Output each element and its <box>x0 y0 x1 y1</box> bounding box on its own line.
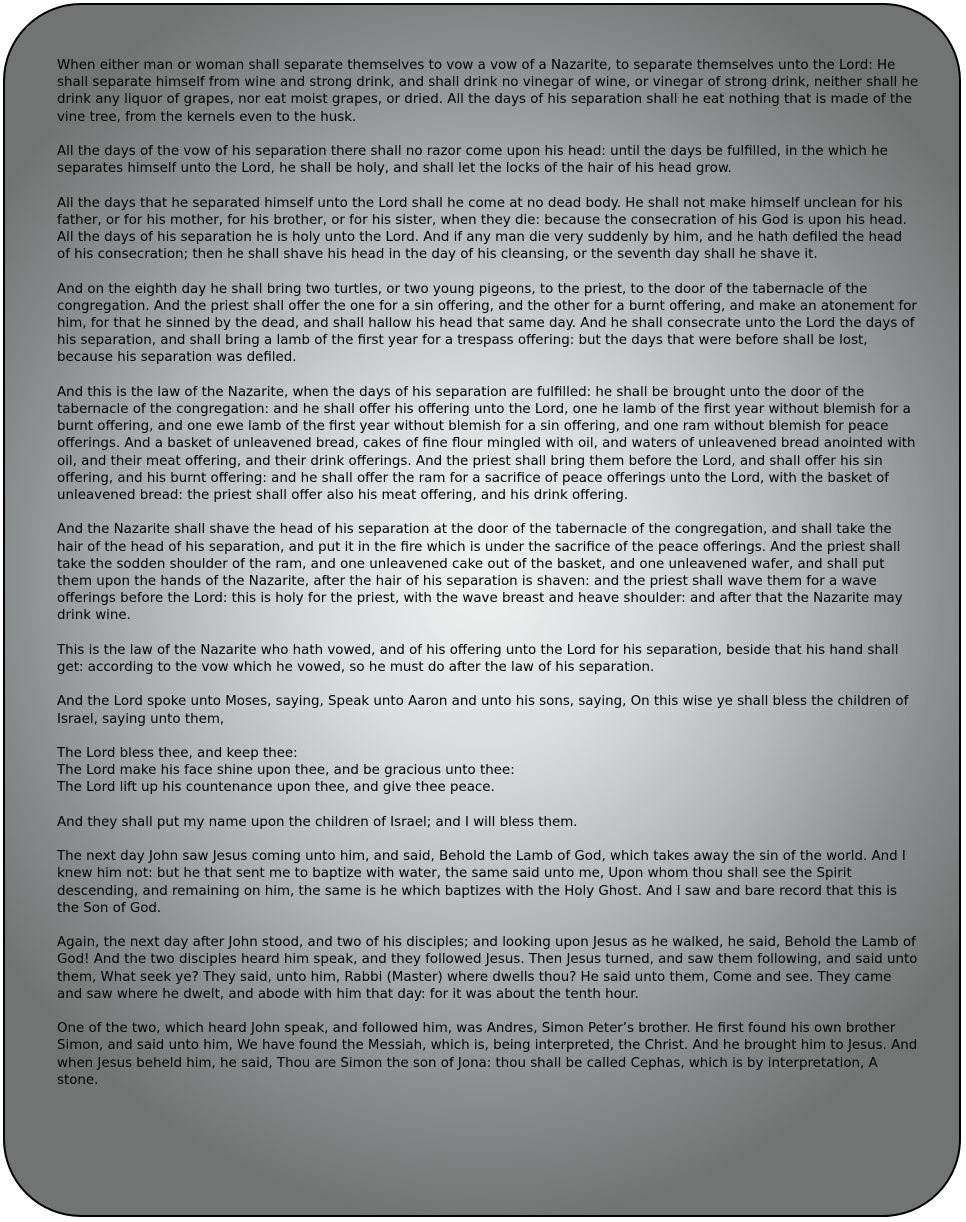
paragraph-law-vowed: This is the law of the Nazarite who hath vowed, and of his offering unto the Lord for his separation, beside that his hand shall get: according to the vow which he vowed, so he must do after the law of his separation. <box>57 642 899 676</box>
paragraph-shave-head: And the Nazarite shall shave the head of his separation at the door of the tabernacle of the congregation, and shall take the hair of the head of his separation, and put it in the fire which is under the sacrifice of the peace offerings. And the priest shall take the sodden shoulder of the ram, and one unleavened cake out of the basket, and one unleavened wafer, and shall put them upon the hands of the Nazarite, after the hair of his separation is shaven: and the priest shall wave them for a wave offerings before the Lord: this is holy for the priest, with the wave breast and heave shoulder: and after that the Nazarite may drink wine. <box>57 522 903 624</box>
paragraph-john-saw-jesus: The next day John saw Jesus coming unto him, and said, Behold the Lamb of God, which takes away the sin of the world. And I knew him not: but he that sent me to baptize with water, the same said unto me, Upon whom thou shall see the Spirit descending, and remaining on him, the same is he which baptizes with the Holy Ghost. And I saw and bare record that this is the Son of God. <box>57 849 906 916</box>
paragraph-next-day: Again, the next day after John stood, and two of his disciples; and looking upon Jesus as he walked, he said, Behold the Lamb of God! And the two disciples heard him speak, and they followed Jesus. Then Jesus turned, and saw them following, and said unto them, What seek ye? They said, unto him, Rabbi (Master) where dwells thou? He said unto them, Come and see. They came and saw where he dwelt, and abode with him that day: for it was about the tenth hour. <box>57 935 918 1002</box>
paragraph-lord-spoke: And the Lord spoke unto Moses, saying, Speak unto Aaron and unto his sons, saying, On this wise ye shall bless the children of Israel, saying unto them, <box>57 694 909 727</box>
paragraph-blessing: The Lord bless thee, and keep thee: The Lord make his face shine upon thee, and be gracious unto thee: The Lord lift up his countenance upon thee, and give thee peace. <box>57 746 515 796</box>
paragraph-law-of-nazarite: And this is the law of the Nazarite, when the days of his separation are fulfilled: he shall be brought unto the door of the tabernacle of the congregation: and he shall offer his offering unto the Lord, one he lamb of the first year without blemish for a burnt offering, and one ewe lamb of the first year without blemish for a sin offering, and one ram without blemish for peace offerings. And a basket of unleavened bread, cakes of fine flour mingled with oil, and waters of unleavened bread anointed with oil, and their meat offering, and their drink offerings. And the priest shall bring them before the Lord, and shall offer his sin offering, and his burnt offering: and he shall offer the ram for a sacrifice of peace offerings unto the Lord, with the basket of unleavened bread: the priest shall offer also his meat offering, and his drink offering. <box>57 384 916 504</box>
paragraph-eighth-day: And on the eighth day he shall bring two turtles, or two young pigeons, to the priest, to the door of the tabernacle of the congregation. And the priest shall offer the one for a sin offering, and the other for a burnt offering, and make an atonement for him, for that he sinned by the dead, and shall hallow his head that same day. And he shall consecrate unto the Lord the days of his separation, and shall bring a lamb of the first year for a trespass offering: but the days that were before shall be lost, because his separation was defiled. <box>57 281 917 366</box>
paragraph-my-name: And they shall put my name upon the children of Israel; and I will bless them. <box>57 814 578 830</box>
paragraph-no-dead-body: All the days that he separated himself unto the Lord shall he come at no dead body. He shall not make himself unclean for his father, or for his mother, for his brother, or for his sister, when they die: because the consecration of his God is upon his head. All the days of his separation he is holy unto the Lord. And if any man die very suddenly by him, and he hath defiled the head of his consecration; then he shall shave his head in the day of his cleansing, or the seventh day shall he shave it. <box>57 195 907 263</box>
rounded-text-panel <box>3 3 961 1217</box>
paragraph-nazarite-vow: When either man or woman shall separate themselves to vow a vow of a Nazarite, to separate themselves unto the Lord: He shall separate himself from wine and strong drink, and shall drink no vinegar of wine, or vinegar of strong drink, neither shall he drink any liquor of grapes, nor eat moist grapes, or dried. All the days of his separation shall he eat nothing that is made of the vine tree, from the kernels even to the husk. <box>57 58 919 125</box>
scripture-text-block <box>57 57 919 1106</box>
paragraph-no-razor: All the days of the vow of his separation there shall no razor come upon his head: until the days be fulfilled, in the which he separates himself unto the Lord, he shall be holy, and shall let the locks of the hair of his head grow. <box>57 144 888 177</box>
paragraph-andrew: One of the two, which heard John speak, and followed him, was Andres, Simon Peter’s brother. He first found his own brother Simon, and said unto him, We have found the Messiah, which is, being interpreted, the Christ. And he brought him to Jesus. And when Jesus beheld him, he said, Thou are Simon the son of Jona: thou shall be called Cephas, which is by interpretation, A stone. <box>57 1021 918 1088</box>
